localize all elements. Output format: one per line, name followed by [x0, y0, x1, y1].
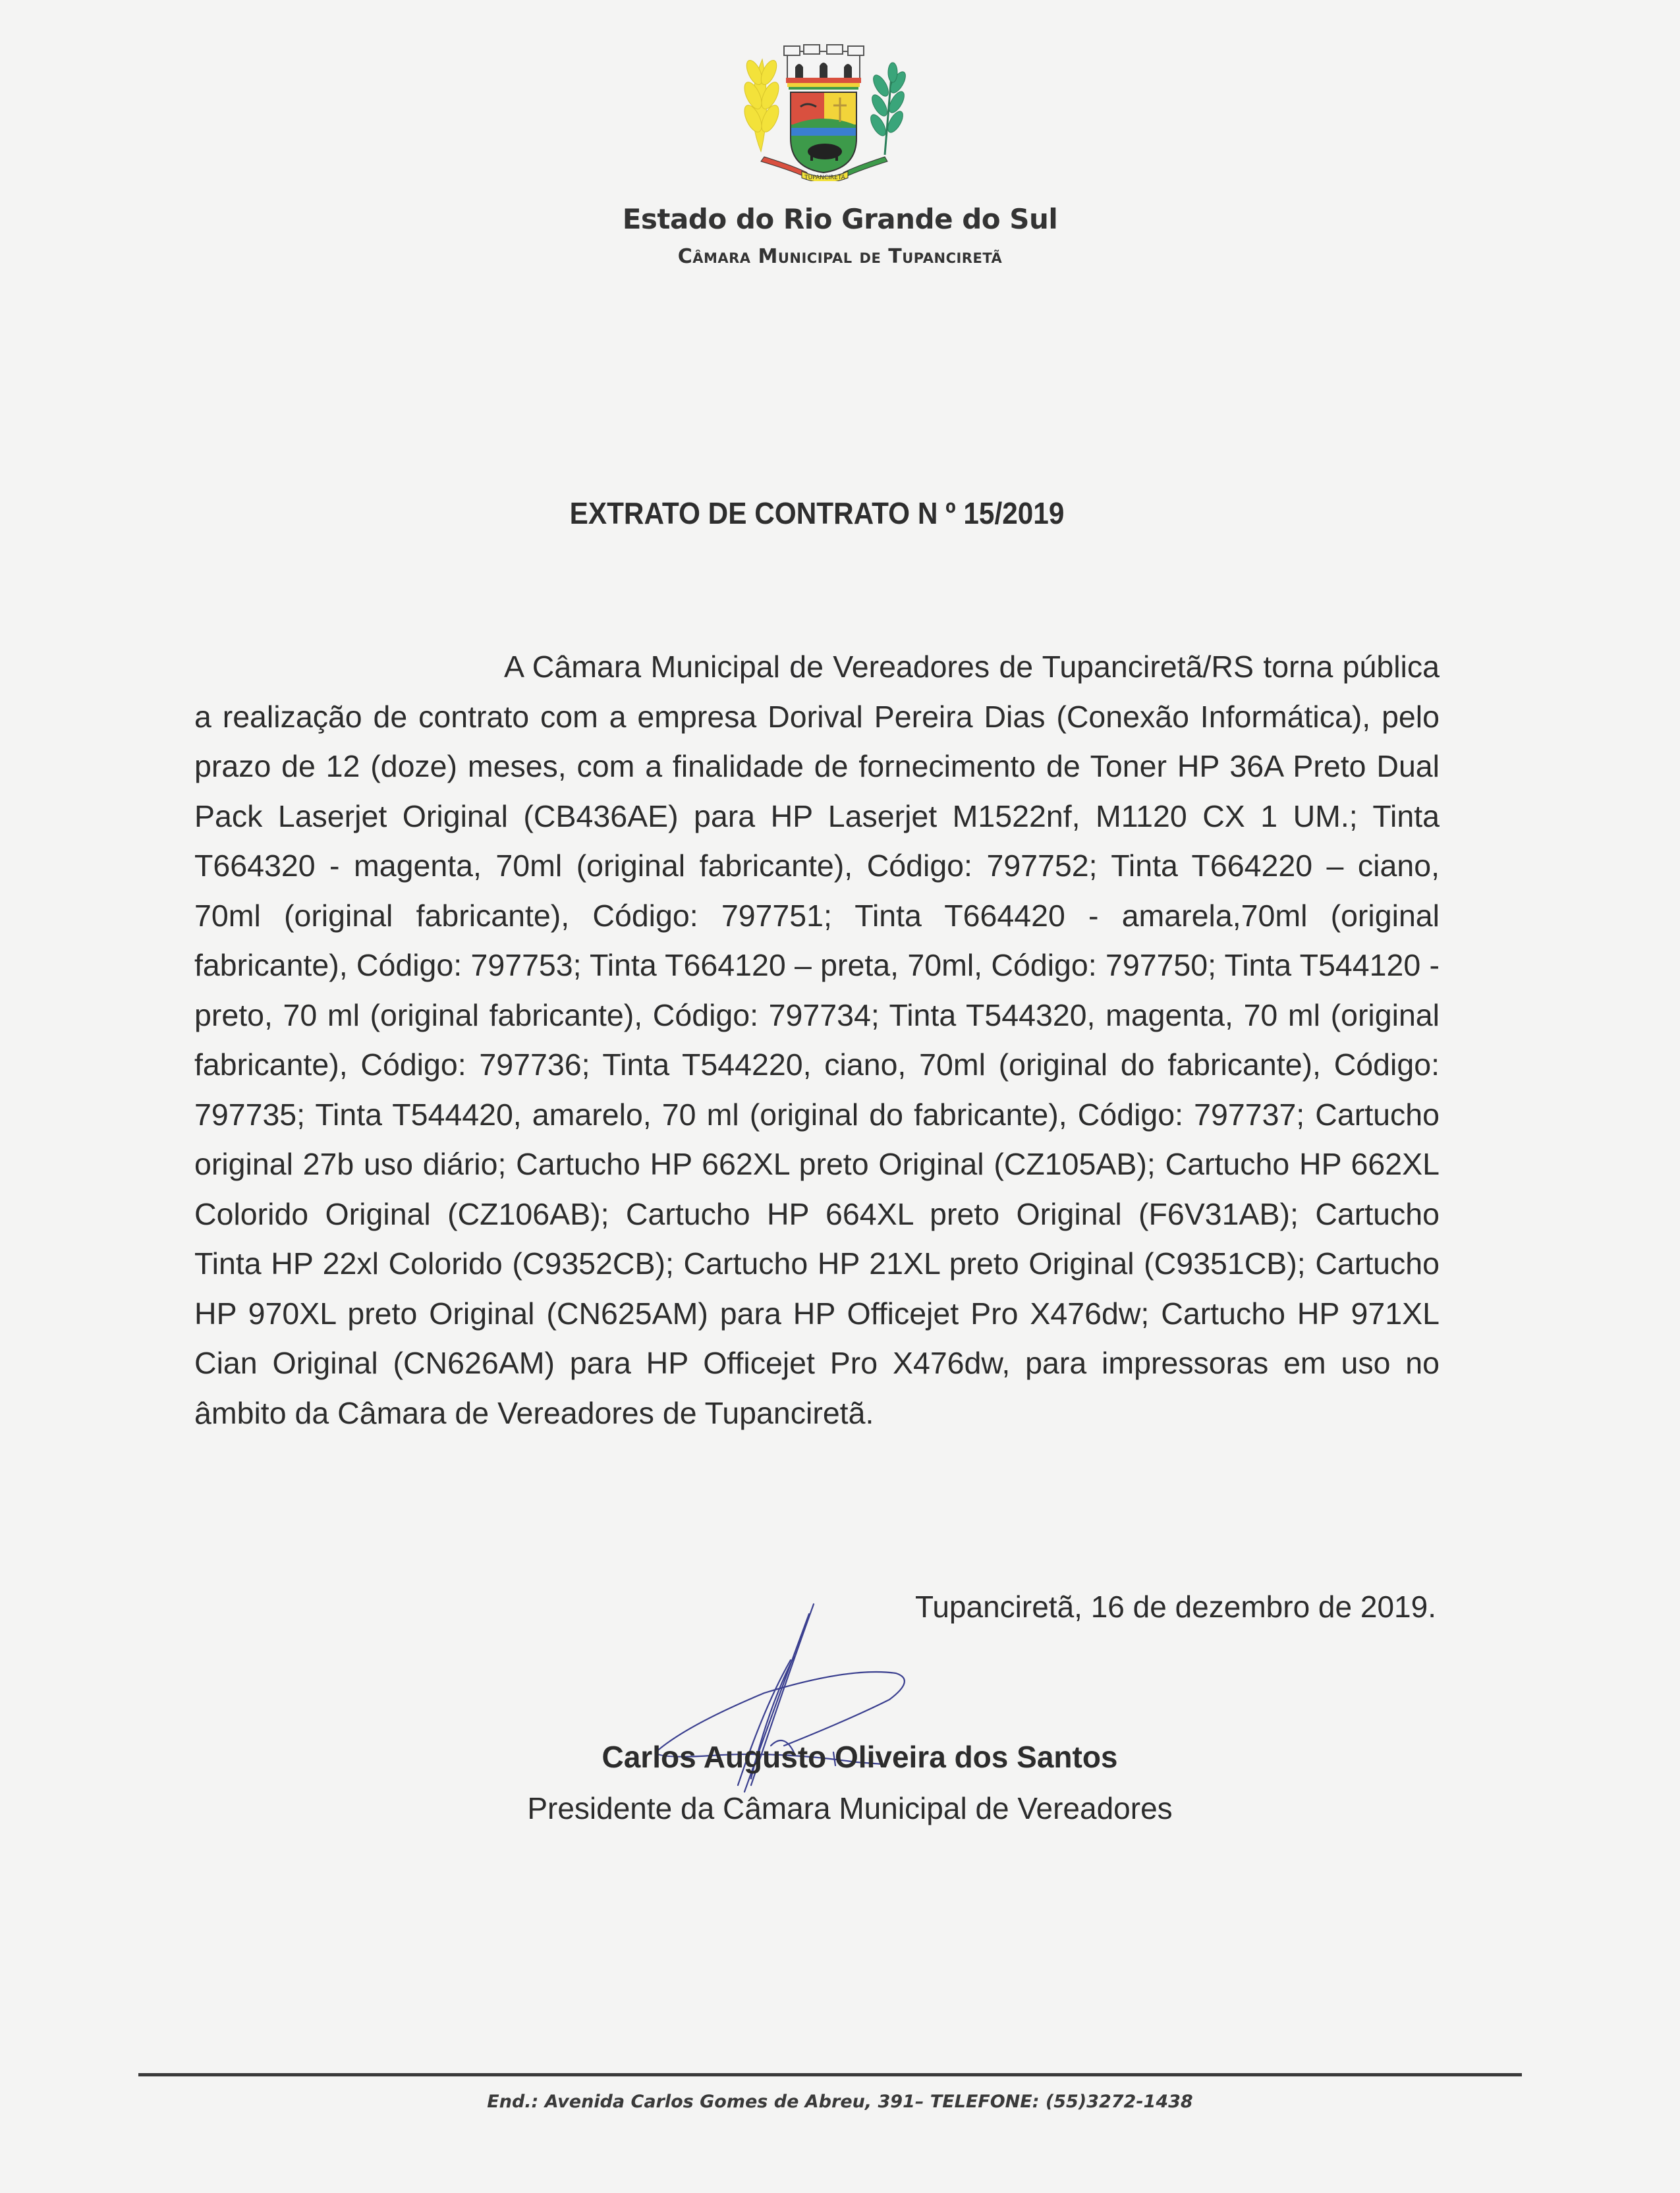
signer-role: Presidente da Câmara Municipal de Vereadores — [527, 1791, 1173, 1825]
wheat-icon — [741, 58, 783, 152]
mural-crown-icon — [784, 45, 864, 90]
document-title: EXTRATO DE CONTRATO N º 15/2019 — [569, 496, 1065, 530]
place-and-date: Tupanciretã, 16 de dezembro de 2019. — [914, 1590, 1436, 1624]
shield-icon — [791, 92, 856, 173]
crest-banner-text: TUPANCIRETÃ — [804, 175, 845, 181]
laurel-branch-icon — [868, 63, 909, 155]
state-heading: Estado do Rio Grande do Sul — [622, 203, 1058, 235]
footer-address: End.: Avenida Carlos Gomes de Abreu, 391– TELEFONE: (55)3272-1438 — [487, 2092, 1193, 2112]
footer-divider — [138, 2073, 1522, 2076]
contract-body-paragraph: A Câmara Municipal de Vereadores de Tupanciretã/RS torna pública a realização de contrato com a empresa Dorival Pereira Dias (Conexão Informática), pelo prazo de 12 (doze) meses, com a finalidade de fornecimento de Toner HP 36A Preto Dual Pack Laserjet Original (CB436AE) para HP Laserjet M1522nf, M1120 CX 1 UM.; Tinta T664320 - magenta, 70ml (original fabricante), Código: 797752; Tinta T664220 – ciano, 70ml (original fabricante), Código: 797751; Tinta T664420 - amarela,70ml (original fabricante), Código: 797753; Tinta T664120 – preta, 70ml, Código: 797750; Tinta T544120 - preto, 70 ml (original fabricante), Código: 797734; Tinta T544320, magenta, 70 ml (original fabricante), Código: 797736; Tinta T544220, ciano, 70ml (original do fabricante), Código: 797735; Tinta T544420, amarelo, 70 ml (original do fabricante), Código: 797737; Cartucho original 27b uso diário; Cartucho HP 662XL preto Original (CZ105AB); Cartucho HP 662XL Colorido Original (CZ106AB); Cartucho HP 664XL preto Original (F6V31AB); Cartucho Tinta HP 22xl Colorido (C9352CB); Cartucho HP 21XL preto Original (C9351CB); Cartucho HP 970XL preto Original (CN625AM) para HP Officejet Pro X476dw; Cartucho HP 971XL Cian Original (CN626AM) para HP Officejet Pro X476dw, para impressoras em uso no âmbito da Câmara de Vereadores de Tupanciretã. — [194, 650, 1440, 1430]
coat-of-arms-icon — [735, 20, 912, 181]
chamber-heading: Câmara Municipal de Tupanciretã — [677, 245, 1003, 268]
signer-name: Carlos Augusto Oliveira dos Santos — [602, 1740, 1118, 1774]
